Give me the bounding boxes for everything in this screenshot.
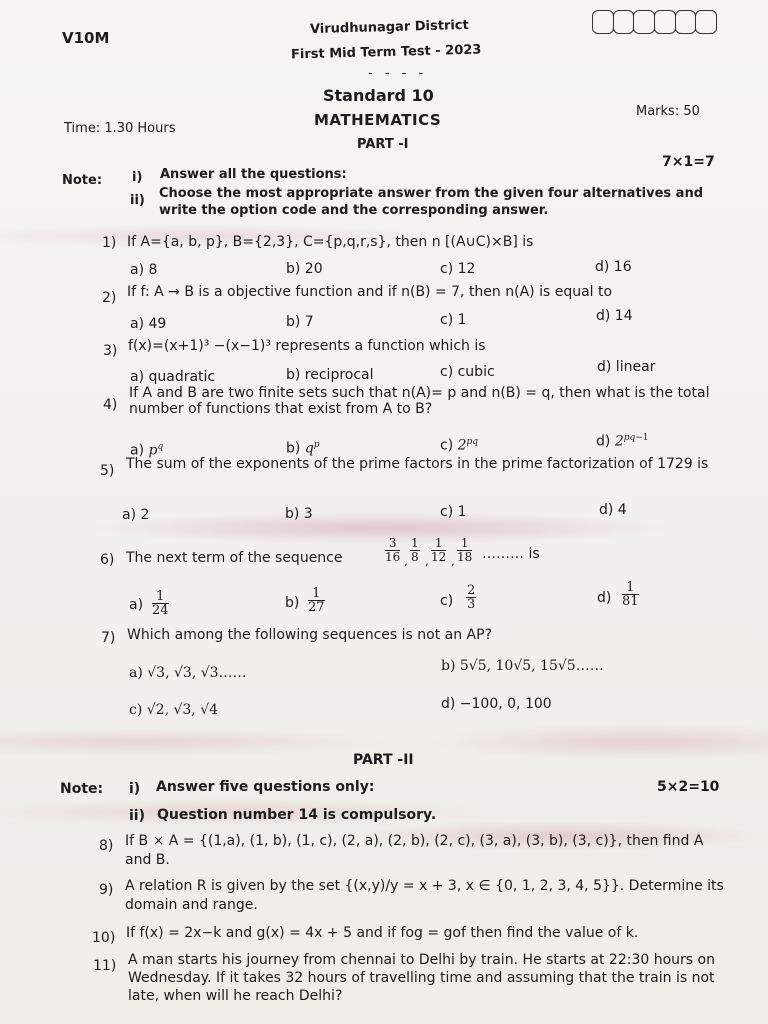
option-b: b) 5√5, 10√5, 15√5…… — [441, 658, 604, 674]
question-number: 4) — [103, 397, 118, 413]
question-tail: ……… is — [482, 546, 540, 562]
numerator: 3 — [385, 537, 400, 551]
option-a-label: a) — [129, 597, 144, 613]
option-c: c) cubic — [440, 364, 495, 380]
option-c: c) $2^{pq}$ — [440, 437, 479, 454]
question-number: 11) — [93, 958, 117, 974]
option-c-label: c) — [440, 593, 454, 609]
exam-title: First Mid Term Test - 2023 — [290, 42, 482, 63]
option-b: b) reciprocal — [286, 367, 374, 383]
denominator: 12 — [431, 550, 447, 564]
option-b: b) 3 — [285, 506, 313, 522]
question-number: 5) — [100, 463, 115, 479]
numerator: 1 — [411, 536, 419, 550]
option-a: a) 8 — [130, 262, 158, 278]
numerator: 1 — [431, 537, 446, 551]
part2-note-text: Question number 14 is compulsory. — [157, 807, 437, 823]
sequence-term — [410, 537, 420, 564]
denominator: 27 — [308, 600, 325, 615]
question-number: 1) — [102, 235, 117, 251]
question-number: 10) — [92, 930, 116, 946]
denominator: 18 — [457, 550, 473, 564]
denominator: 81 — [622, 594, 639, 609]
numerator: 1 — [308, 587, 325, 601]
question-text: A man starts his journey from chennai to Delhi by train. He starts at 22:30 hours on Wednesday. If it takes 32 hours of travelling time and assuming that the train is not late, when will he reach Delhi? — [128, 952, 715, 1004]
register-number-boxes — [592, 10, 716, 34]
option-d: d) linear — [597, 359, 656, 375]
question-text: A relation R is given by the set {(x,y)/y = x + 3, x ∈ {0, 1, 2, 3, 4, 5}}. Determine its domain and range. — [125, 878, 724, 913]
time-label: Time: 1.30 Hours — [64, 121, 176, 136]
part2-title: PART -II — [353, 752, 414, 768]
question-text: Which among the following sequences is not an AP? — [127, 627, 493, 643]
standard-title: Standard 10 — [323, 86, 434, 105]
numerator: 1 — [622, 581, 639, 595]
question-number: 8) — [99, 838, 114, 854]
question-number: 9) — [99, 882, 114, 898]
option-a: a) 49 — [130, 316, 167, 332]
option-d-value — [622, 581, 639, 608]
seq-comma: , — [404, 554, 408, 568]
question-text: If f(x) = 2x−k and g(x) = 4x + 5 and if fog = gof then find the value of k. — [126, 925, 639, 941]
part1-note-number: ii) — [130, 193, 145, 208]
option-c: c) 1 — [440, 504, 467, 520]
part1-note-number: i) — [132, 170, 143, 185]
question-number: 6) — [100, 552, 115, 568]
district-title: Virudhunagar District — [309, 17, 469, 38]
question-number: 3) — [103, 343, 118, 359]
option-c: c) 12 — [440, 261, 476, 277]
part2-note-text: Answer five questions only: — [156, 779, 375, 795]
question-text: The sum of the exponents of the prime factors in the prime factorization of 1729 is — [126, 456, 709, 472]
option-a-value — [152, 590, 169, 617]
part2-note-number: ii) — [129, 808, 145, 824]
sequence-term — [385, 537, 400, 564]
question-number: 2) — [102, 290, 117, 306]
option-d-label: d) — [597, 590, 612, 606]
denominator: 3 — [467, 597, 476, 612]
numerator: 1 — [457, 537, 472, 551]
question-text: The next term of the sequence — [126, 550, 343, 566]
part1-note-text: Choose the most appropriate answer from the given four alternatives and write the option code and the corresponding answer. — [159, 186, 704, 218]
part2-note-number: i) — [129, 781, 141, 797]
option-d: d) −100, 0, 100 — [441, 696, 552, 712]
denominator: 16 — [385, 550, 401, 564]
seq-comma: , — [451, 554, 455, 568]
subject-title: MATHEMATICS — [314, 111, 442, 129]
numerator: 1 — [152, 590, 169, 604]
register-box — [675, 10, 697, 34]
option-d: d) $2^{pq-1}$ — [596, 433, 649, 450]
denominator: 8 — [411, 550, 419, 564]
option-b: b) 7 — [286, 314, 314, 330]
question-text: f(x)=(x+1)³ −(x−1)³ represents a function which is — [128, 338, 486, 354]
option-a: a) quadratic — [130, 369, 216, 385]
option-a: a) 2 — [122, 507, 150, 523]
option-b-value — [308, 587, 325, 614]
option-a: a) $p^q$ — [130, 442, 164, 459]
option-d: d) 14 — [596, 308, 633, 324]
register-box — [633, 10, 655, 34]
sequence-term — [431, 537, 446, 564]
option-d: d) 4 — [599, 502, 627, 518]
part2-score: 5×2=10 — [657, 779, 720, 795]
sequence-term — [457, 537, 472, 564]
question-text: If A and B are two finite sets such that n(A)= p and n(B) = q, then what is the total number of functions that exist from A to B? — [129, 385, 710, 417]
question-text: If f: A → B is a objective function and if n(B) = 7, then n(A) is equal to — [127, 284, 613, 300]
register-box — [592, 10, 614, 34]
part1-note-text: Answer all the questions: — [160, 167, 347, 182]
register-box — [613, 10, 635, 34]
register-box — [654, 10, 676, 34]
option-b: b) $q^p$ — [286, 440, 320, 457]
paper-code: V10M — [62, 29, 110, 47]
option-a: a) √3, √3, √3…… — [129, 665, 247, 681]
denominator: 24 — [152, 603, 169, 618]
option-c-value — [466, 584, 476, 611]
option-c: c) √2, √3, √4 — [129, 702, 219, 718]
numerator: 2 — [467, 583, 476, 598]
register-box — [695, 10, 717, 34]
question-text: If B × A = {(1,a), (1, b), (1, c), (2, a), (2, b), (2, c), (3, a), (3, b), (3, c)}, then find A and B. — [125, 833, 704, 868]
option-b-label: b) — [285, 595, 300, 611]
part1-score: 7×1=7 — [662, 154, 715, 170]
part2-note-label: Note: — [60, 781, 104, 797]
option-d: d) 16 — [595, 259, 632, 275]
option-b: b) 20 — [286, 261, 323, 277]
option-c: c) 1 — [440, 312, 467, 328]
marks-label: Marks: 50 — [636, 104, 700, 119]
part1-title: PART -I — [357, 137, 409, 152]
part1-note-label: Note: — [62, 173, 103, 188]
question-text: If A={a, b, p}, B={2,3}, C={p,q,r,s}, then n [(A∪C)×B] is — [127, 234, 534, 250]
question-number: 7) — [101, 630, 116, 646]
header-dash: - - - - — [368, 66, 428, 81]
seq-comma: , — [425, 554, 429, 568]
